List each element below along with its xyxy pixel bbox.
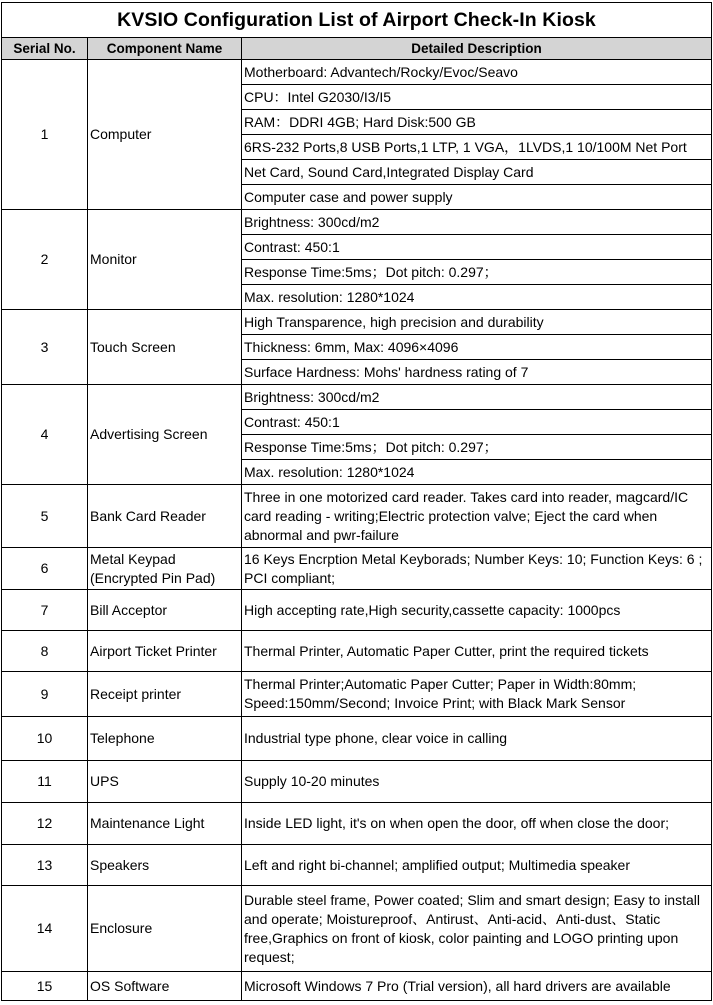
page-title: KVSIO Configuration List of Airport Check-In Kiosk [2,3,712,38]
component-name-cell: Touch Screen [88,310,242,385]
configuration-table [1,2,712,1001]
component-name-cell: OS Software [88,972,242,1001]
description-cell: Surface Hardness: Mohs' hardness rating of 7 [242,360,712,385]
description-cell: High accepting rate,High security,cassette capacity: 1000pcs [242,590,712,631]
serial-cell: 8 [2,631,88,672]
table-row [2,886,712,972]
title-row [2,3,712,38]
table-row [2,803,712,845]
serial-cell: 14 [2,886,88,972]
description-cell: Contrast: 450:1 [242,410,712,435]
description-cell: Durable steel frame, Power coated; Slim and smart design; Easy to install and operate; Moistureproof、Antirust、Anti-acid、Anti-dust、Static free,Graphics on front of kiosk, color painting and LOGO printing upon request; [242,886,712,972]
table-row [2,672,712,717]
serial-cell: 9 [2,672,88,717]
table-row [2,717,712,761]
component-name-cell: Monitor [88,210,242,310]
serial-cell: 6 [2,548,88,590]
description-cell: Response Time:5ms；Dot pitch: 0.297； [242,435,712,460]
table-row [2,385,712,410]
description-cell: CPU：Intel G2030/I3/I5 [242,85,712,110]
table-row [2,485,712,548]
description-cell: Computer case and power supply [242,185,712,210]
serial-cell: 3 [2,310,88,385]
serial-cell: 11 [2,761,88,803]
component-name-cell: Maintenance Light [88,803,242,845]
serial-cell: 1 [2,60,88,210]
description-cell: Industrial type phone, clear voice in calling [242,717,712,761]
description-cell: Three in one motorized card reader. Takes card into reader, magcard/IC card reading - writing;Electric protection valve; Eject the card when abnormal and pwr-failure [242,485,712,548]
description-cell: Supply 10-20 minutes [242,761,712,803]
table-row [2,972,712,1001]
configuration-sheet [1,2,711,1001]
description-cell: 6RS-232 Ports,8 USB Ports,1 LTP, 1 VGA，1LVDS,1 10/100M Net Port [242,135,712,160]
serial-cell: 2 [2,210,88,310]
table-row [2,60,712,85]
description-cell: Microsoft Windows 7 Pro (Trial version), all hard drivers are available [242,972,712,1001]
serial-cell: 7 [2,590,88,631]
component-name-cell: Receipt printer [88,672,242,717]
description-cell: 16 Keys Encrption Metal Keyborads; Number Keys: 10; Function Keys: 6 ; PCI compliant; [242,548,712,590]
serial-cell: 12 [2,803,88,845]
table-row [2,845,712,886]
component-name-cell: Telephone [88,717,242,761]
description-cell: Thermal Printer, Automatic Paper Cutter, print the required tickets [242,631,712,672]
table-row [2,631,712,672]
table-body [2,60,712,1001]
serial-cell: 10 [2,717,88,761]
description-cell: Inside LED light, it's on when open the door, off when close the door; [242,803,712,845]
description-cell: High Transparence, high precision and durability [242,310,712,335]
description-cell: Brightness: 300cd/m2 [242,385,712,410]
component-name-cell: Airport Ticket Printer [88,631,242,672]
component-name-cell: Speakers [88,845,242,886]
component-name-cell: Computer [88,60,242,210]
table-row [2,761,712,803]
description-cell: Thermal Printer;Automatic Paper Cutter; Paper in Width:80mm; Speed:150mm/Second; Invoice Print; with Black Mark Sensor [242,672,712,717]
component-name-cell: Bill Acceptor [88,590,242,631]
table-row [2,590,712,631]
description-cell: Contrast: 450:1 [242,235,712,260]
table-row [2,210,712,235]
header-description: Detailed Description [242,38,712,60]
description-cell: Net Card, Sound Card,Integrated Display Card [242,160,712,185]
description-cell: Thickness: 6mm, Max: 4096×4096 [242,335,712,360]
description-cell: Left and right bi-channel; amplified output; Multimedia speaker [242,845,712,886]
description-cell: Motherboard: Advantech/Rocky/Evoc/Seavo [242,60,712,85]
description-cell: RAM：DDRI 4GB; Hard Disk:500 GB [242,110,712,135]
table-row [2,310,712,335]
description-cell: Brightness: 300cd/m2 [242,210,712,235]
component-name-cell: Enclosure [88,886,242,972]
description-cell: Response Time:5ms；Dot pitch: 0.297； [242,260,712,285]
serial-cell: 15 [2,972,88,1001]
serial-cell: 13 [2,845,88,886]
table-row [2,548,712,590]
header-row [2,38,712,60]
header-component: Component Name [88,38,242,60]
serial-cell: 5 [2,485,88,548]
description-cell: Max. resolution: 1280*1024 [242,285,712,310]
description-cell: Max. resolution: 1280*1024 [242,460,712,485]
component-name-cell: UPS [88,761,242,803]
component-name-cell: Advertising Screen [88,385,242,485]
component-name-cell: Bank Card Reader [88,485,242,548]
header-serial: Serial No. [2,38,88,60]
serial-cell: 4 [2,385,88,485]
component-name-cell: Metal Keypad (Encrypted Pin Pad) [88,548,242,590]
